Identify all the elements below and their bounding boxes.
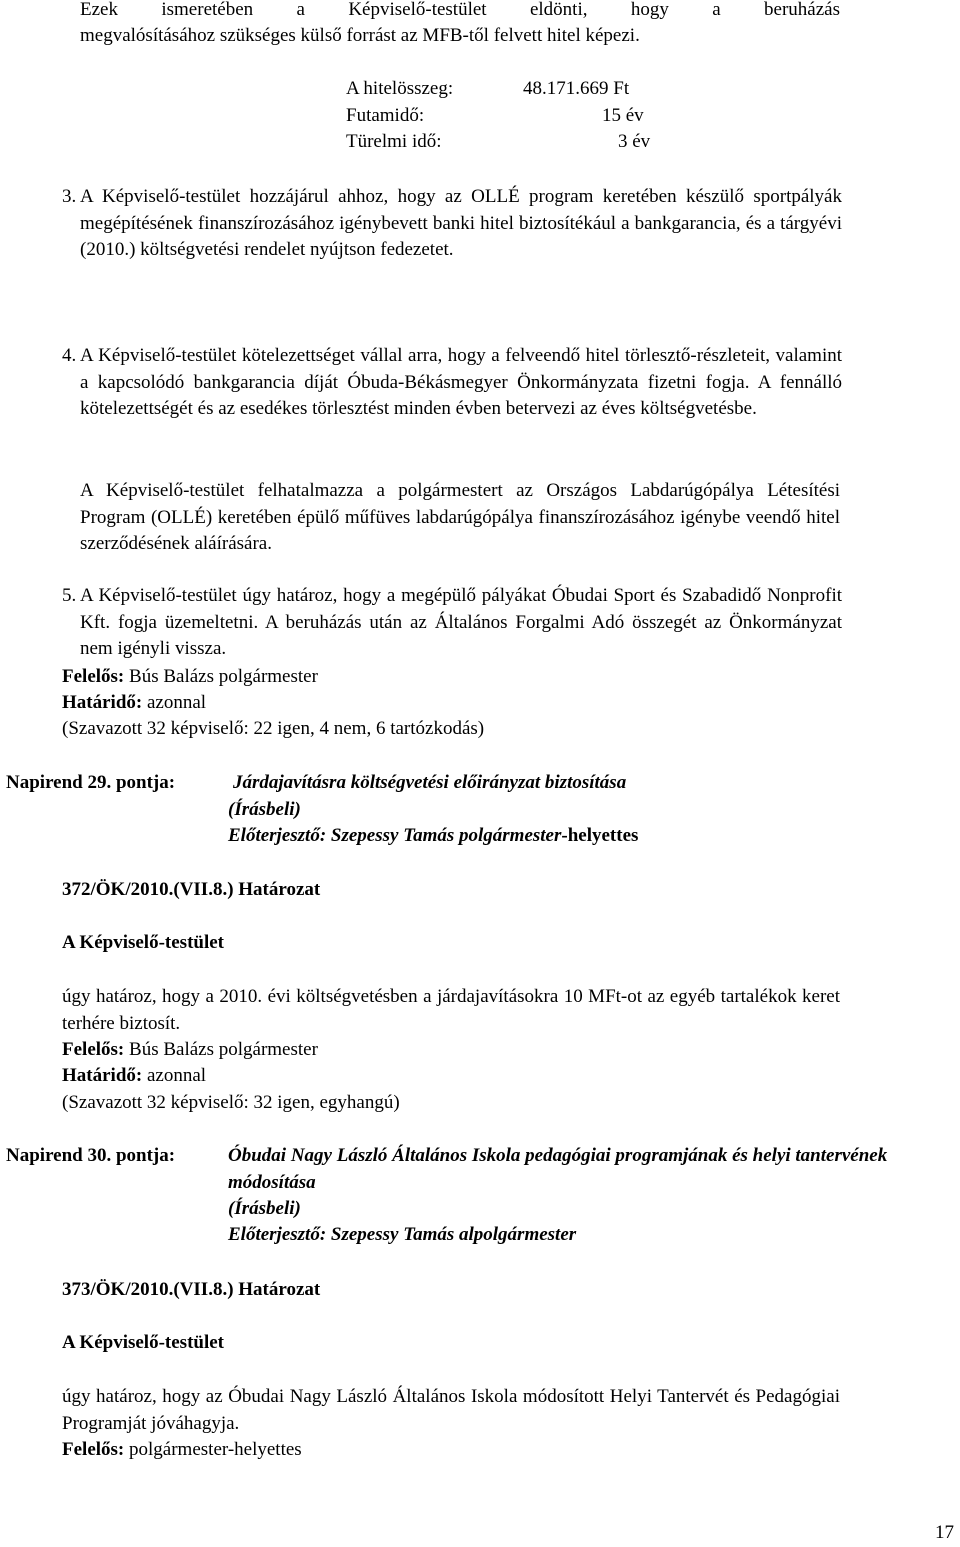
loan-value: 48.171.669 Ft bbox=[523, 78, 630, 99]
loan-table bbox=[346, 76, 676, 156]
felelos-line bbox=[62, 664, 318, 691]
agenda-title: Óbudai Nagy László Általános Iskola pedagógiai programjának és helyi tantervének módosítása bbox=[228, 1145, 888, 1193]
hatarido-line bbox=[62, 1063, 206, 1090]
presenter-name: Előterjesztő: Szepessy Tamás polgármester bbox=[228, 825, 562, 846]
resolution-text: úgy határoz, hogy az Óbudai Nagy László Általános Iskola módosított Helyi Tantervét és Pedagógiai Programját jóváhagyja. bbox=[62, 1386, 840, 1434]
felelos-label: Felelős: bbox=[62, 1439, 125, 1460]
vote-line: (Szavazott 32 képviselő: 22 igen, 4 nem, 6 tartózkodás) bbox=[62, 718, 485, 739]
resolution-body: A Képviselő-testület bbox=[62, 1332, 225, 1353]
item-4 bbox=[62, 343, 842, 423]
felelos-label: Felelős: bbox=[62, 1039, 125, 1060]
resolution-text: úgy határoz, hogy a 2010. évi költségvetésben a járdajavításokra 10 MFt-ot az egyéb tartalékok keret terhére biztosít. bbox=[62, 986, 840, 1034]
felelos-value: polgármester-helyettes bbox=[129, 1439, 302, 1460]
hatarido-value: azonnal bbox=[146, 692, 207, 713]
item-number: 5. bbox=[62, 585, 77, 606]
felelos-value: Bús Balázs polgármester bbox=[129, 1039, 318, 1060]
hatarido-value: azonnal bbox=[146, 1065, 207, 1086]
agenda-label: Napirend 29. pontja: bbox=[6, 772, 176, 793]
item-5 bbox=[62, 583, 842, 663]
loan-row bbox=[346, 129, 676, 156]
resolution-id: 373/ÖK/2010.(VII.8.) Határozat bbox=[62, 1279, 321, 1300]
loan-label: Türelmi idő: bbox=[346, 131, 442, 152]
page-number: 17 bbox=[935, 1522, 954, 1543]
agenda-type: (Írásbeli) bbox=[228, 799, 301, 820]
loan-value: 3 év bbox=[618, 131, 651, 152]
authorization-paragraph: A Képviselő-testület felhatalmazza a polgármestert az Országos Labdarúgópálya Létesítési Program (OLLÉ) keretében épülő műfüves labdarúgópálya finanszírozásához igénybe veendő hitel szerződésének aláírására. bbox=[80, 480, 840, 554]
resolution-id: 372/ÖK/2010.(VII.8.) Határozat bbox=[62, 879, 321, 900]
item-3 bbox=[62, 184, 842, 264]
loan-label: A hitelösszeg: bbox=[346, 78, 454, 99]
item-text: A Képviselő-testület hozzájárul ahhoz, hogy az OLLÉ program keretében készülő sportpályák megépítésének finanszírozásához igénybevett banki hitel biztosítékául a bankgarancia, és a tárgyévi (2010.) költségvetési rendelet nyújtson fedezetet. bbox=[80, 186, 842, 260]
item-text: A Képviselő-testület úgy határoz, hogy a megépülő pályákat Óbudai Sport és Szabadidő Nonprofit Kft. fogja üzemeltetni. A beruházás után az Általános Forgalmi Adó összegét az Önkormányzat nem igényli vissza. bbox=[80, 585, 842, 659]
vote-line: (Szavazott 32 képviselő: 32 igen, egyhangú) bbox=[62, 1092, 400, 1113]
loan-label: Futamidő: bbox=[346, 104, 425, 126]
felelos-line bbox=[62, 1437, 302, 1464]
intro-line-1: Ezek ismeretében a Képviselő-testület eldönti, hogy a beruházás bbox=[80, 0, 840, 20]
agenda-presenter: Előterjesztő: Szepessy Tamás alpolgármester bbox=[228, 1224, 577, 1245]
resolution-body: A Képviselő-testület bbox=[62, 932, 225, 953]
felelos-label: Felelős: bbox=[62, 666, 125, 687]
agenda-presenter bbox=[228, 823, 638, 850]
item-text: A Képviselő-testület kötelezettséget vállal arra, hogy a felveendő hitel törlesztő-részleteit, valamint a kapcsolódó bankgarancia díját Óbuda-Békásmegyer Önkormányzata fizetni fogja. A fennálló kötelezettségét és az esedékes törlesztést minden évben betervezi az éves költségvetésbe. bbox=[80, 345, 842, 419]
hatarido-label: Határidő: bbox=[62, 1065, 143, 1086]
presenter-suffix: -helyettes bbox=[561, 825, 639, 846]
agenda-label: Napirend 30. pontja: bbox=[6, 1145, 176, 1166]
loan-value: 15 év bbox=[602, 104, 644, 126]
agenda-type: (Írásbeli) bbox=[228, 1198, 301, 1219]
felelos-value: Bús Balázs polgármester bbox=[129, 666, 318, 687]
intro-line-2: megvalósításához szükséges külső forrást az MFB-től felvett hitel képezi. bbox=[80, 25, 640, 46]
agenda-title: Járdajavításra költségvetési előirányzat biztosítása bbox=[233, 772, 627, 793]
item-number: 4. bbox=[62, 345, 77, 366]
hatarido-label: Határidő: bbox=[62, 692, 143, 713]
loan-row bbox=[346, 103, 676, 130]
hatarido-line bbox=[62, 690, 206, 717]
item-number: 3. bbox=[62, 186, 77, 207]
felelos-line bbox=[62, 1037, 318, 1064]
loan-row bbox=[346, 76, 676, 103]
